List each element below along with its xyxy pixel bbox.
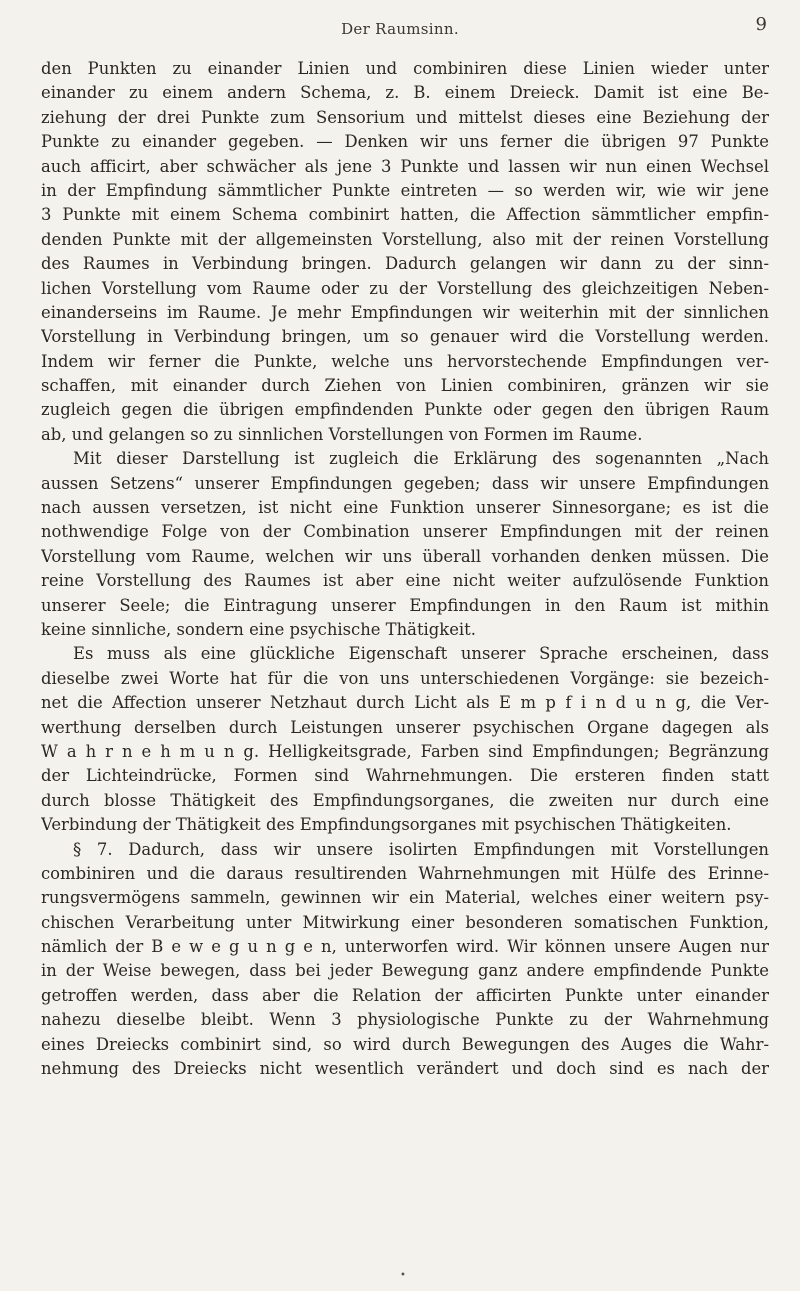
running-head: Der Raumsinn.	[341, 20, 459, 38]
text-line: in der Empfindung sämmtlicher Punkte eintreten — so werden wir, wie wir jene	[41, 180, 769, 200]
text-line: lichen Vorstellung vom Raume oder zu der Vorstellung des gleichzeitigen Neben-	[41, 278, 769, 298]
section-start-line: § 7. Dadurch, dass wir unsere isolirten Empfindungen mit Vorstellungen	[73, 839, 769, 859]
text-line: einanderseins im Raume. Je mehr Empfindungen wir weiterhin mit der sinnlichen	[41, 302, 769, 322]
text-line: aussen Setzens“ unserer Empfindungen gegeben; dass wir unsere Empfindungen	[41, 473, 769, 493]
text-line: Vorstellung vom Raume, welchen wir uns überall vorhanden denken müssen. Die	[41, 546, 769, 566]
text-line: eines Dreiecks combinirt sind, so wird durch Bewegungen des Auges die Wahr-	[41, 1034, 769, 1054]
text-line: chischen Verarbeitung unter Mitwirkung einer besonderen somatischen Funktion,	[41, 912, 769, 932]
paragraph-start-line: Es muss als eine glückliche Eigenschaft unserer Sprache erscheinen, dass	[73, 644, 769, 664]
footer-mark: •	[400, 1270, 406, 1281]
text-line: Verbindung der Thätigkeit des Empfindungsorganes mit psychischen Thätigkeiten.	[41, 815, 732, 835]
text-line: Punkte zu einander gegeben. — Denken wir uns ferner die übrigen 97 Punkte	[41, 132, 769, 152]
text-line: rungsvermögens sammeln, gewinnen wir ein Material, welches einer weitern psy-	[41, 888, 769, 908]
text-line: ab, und gelangen so zu sinnlichen Vorstellungen von Formen im Raume.	[41, 424, 643, 444]
page-number: 9	[755, 14, 767, 35]
text-line: einander zu einem andern Schema, z. B. einem Dreieck. Damit ist eine Be-	[41, 83, 769, 103]
text-line: nahezu dieselbe bleibt. Wenn 3 physiologische Punkte zu der Wahrnehmung	[41, 1010, 769, 1030]
text-line: den Punkten zu einander Linien und combiniren diese Linien wieder unter	[41, 59, 769, 78]
text-line: schaffen, mit einander durch Ziehen von Linien combiniren, gränzen wir sie	[41, 376, 769, 396]
text-line: unserer Seele; die Eintragung unserer Empfindungen in den Raum ist mithin	[41, 595, 769, 615]
text-line: net die Affection unserer Netzhaut durch Licht als E m p f i n d u n g, die Ver-	[41, 693, 769, 713]
text-line: auch afficirt, aber schwächer als jene 3 Punkte und lassen wir nun einen Wechsel	[41, 156, 769, 176]
paragraph-start-line: Mit dieser Darstellung ist zugleich die Erklärung des sogenannten „Nach	[73, 449, 769, 469]
text-line: zugleich gegen die übrigen empfindenden Punkte oder gegen den übrigen Raum	[41, 400, 769, 420]
text-line: ziehung der drei Punkte zum Sensorium und mittelst dieses eine Beziehung der	[41, 107, 769, 127]
text-line: nach aussen versetzen, ist nicht eine Funktion unserer Sinnesorgane; es ist die	[41, 498, 769, 518]
text-line: denden Punkte mit der allgemeinsten Vorstellung, also mit der reinen Vorstellung	[41, 229, 769, 249]
text-line: werthung derselben durch Leistungen unserer psychischen Organe dagegen als	[41, 717, 769, 737]
text-line: nothwendige Folge von der Combination unserer Empfindungen mit der reinen	[41, 522, 769, 542]
text-line: W a h r n e h m u n g. Helligkeitsgrade, Farben sind Empfindungen; Begränzung	[41, 741, 769, 761]
text-line: getroffen werden, dass aber die Relation der afficirten Punkte unter einander	[41, 985, 769, 1005]
text-line: nehmung des Dreiecks nicht wesentlich verändert und doch sind es nach der	[41, 1059, 769, 1079]
text-line: des Raumes in Verbindung bringen. Dadurch gelangen wir dann zu der sinn-	[41, 254, 769, 274]
text-line: reine Vorstellung des Raumes ist aber eine nicht weiter aufzulösende Funktion	[41, 571, 769, 591]
text-line: nämlich der B e w e g u n g e n, unterworfen wird. Wir können unsere Augen nur	[41, 937, 769, 957]
text-line: der Lichteindrücke, Formen sind Wahrnehmungen. Die ersteren finden statt	[41, 766, 769, 786]
text-line: dieselbe zwei Worte hat für die von uns unterschiedenen Vorgänge: sie bezeich-	[41, 668, 769, 688]
text-line: in der Weise bewegen, dass bei jeder Bewegung ganz andere empfindende Punkte	[41, 961, 769, 981]
body-text	[41, 57, 769, 1081]
text-line: durch blosse Thätigkeit des Empfindungsorganes, die zweiten nur durch eine	[41, 790, 769, 810]
text-line: keine sinnliche, sondern eine psychische Thätigkeit.	[41, 619, 476, 639]
text-line: Indem wir ferner die Punkte, welche uns hervorstechende Empfindungen ver-	[41, 351, 769, 371]
text-line: combiniren und die daraus resultirenden Wahrnehmungen mit Hülfe des Erinne-	[41, 863, 769, 883]
text-line: 3 Punkte mit einem Schema combinirt hatten, die Affection sämmtlicher empfin-	[41, 205, 769, 225]
text-line: Vorstellung in Verbindung bringen, um so genauer wird die Vorstellung werden.	[41, 327, 769, 347]
